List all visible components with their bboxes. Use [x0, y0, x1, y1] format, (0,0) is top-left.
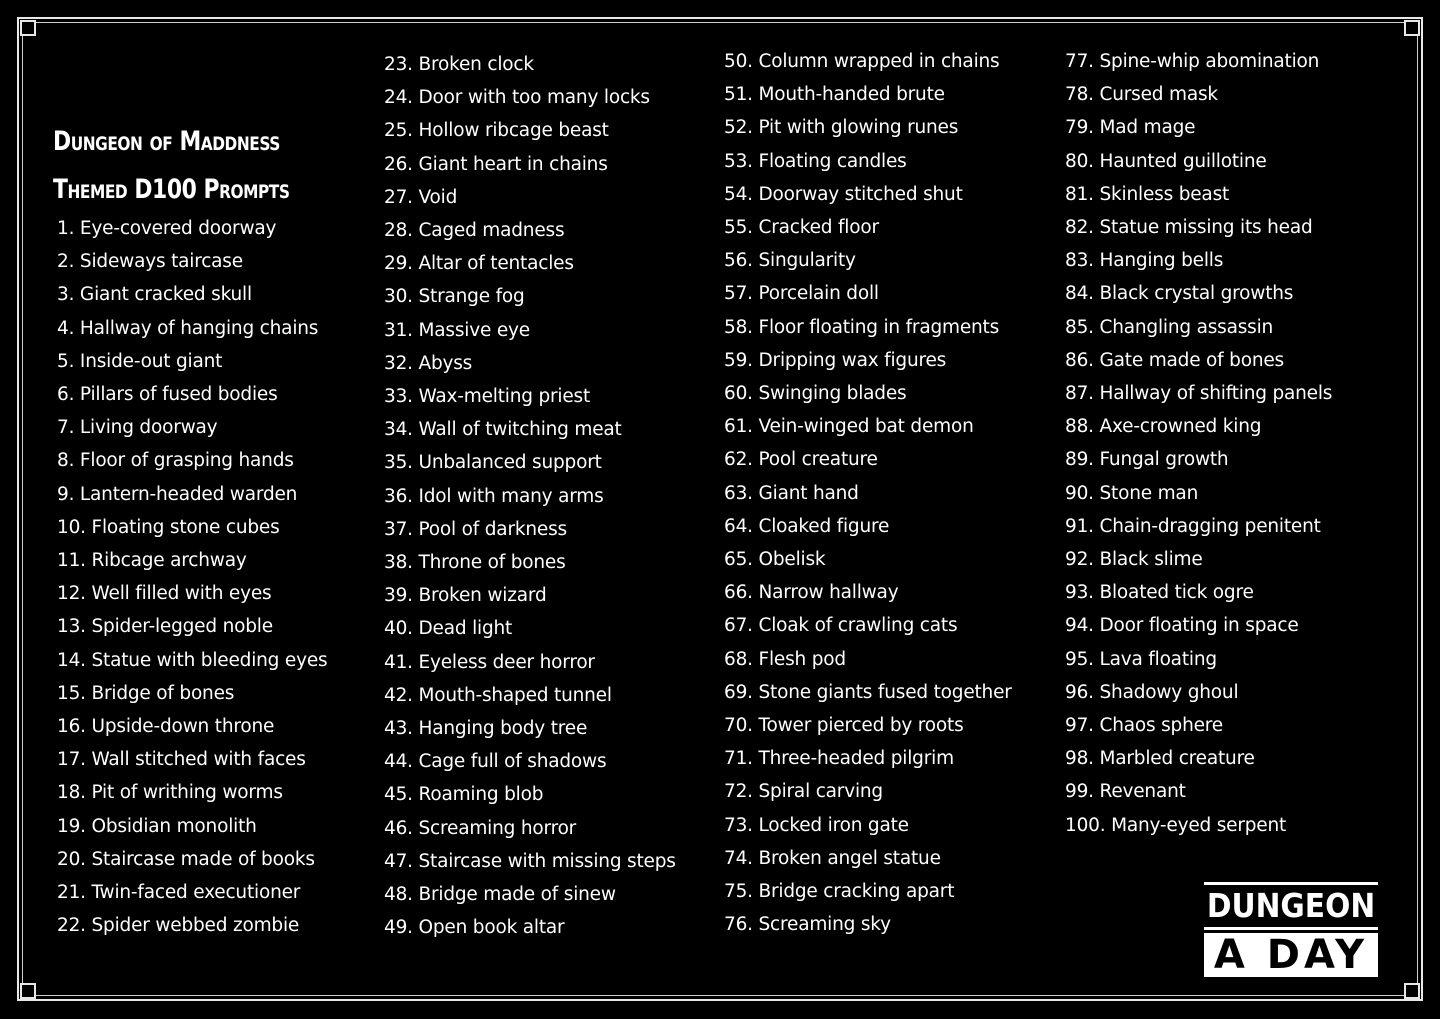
prompt-item: 47. Staircase with missing steps — [384, 850, 676, 872]
prompt-item: 69. Stone giants fused together — [724, 681, 1012, 703]
logo-line-1: DUNGEON — [1206, 886, 1376, 925]
prompt-item: 71. Three-headed pilgrim — [724, 748, 954, 770]
prompt-item: 98. Marbled creature — [1065, 748, 1255, 770]
prompt-item: 49. Open book altar — [384, 917, 565, 939]
prompt-item: 45. Roaming blob — [384, 784, 544, 806]
title-line-1: Dungeon of Maddness — [53, 126, 280, 157]
prompt-item: 2. Sideways taircase — [57, 251, 243, 273]
prompt-item: 95. Lava floating — [1065, 648, 1217, 670]
prompt-item: 89. Fungal growth — [1065, 449, 1229, 471]
prompt-item: 91. Chain-dragging penitent — [1065, 515, 1321, 537]
prompt-item: 33. Wax-melting priest — [384, 386, 591, 408]
prompt-item: 14. Statue with bleeding eyes — [57, 649, 328, 671]
prompt-item: 8. Floor of grasping hands — [57, 450, 294, 472]
prompt-item: 56. Singularity — [724, 250, 856, 272]
logo-line-2: A DAY — [1204, 933, 1378, 977]
prompt-item: 7. Living doorway — [57, 417, 218, 439]
prompt-item: 19. Obsidian monolith — [57, 815, 257, 837]
prompt-item: 32. Abyss — [384, 352, 473, 374]
dungeon-a-day-logo — [1204, 882, 1378, 976]
corner-ornament-icon — [1404, 983, 1420, 999]
prompt-item: 40. Dead light — [384, 618, 513, 640]
prompt-item: 35. Unbalanced support — [384, 452, 602, 474]
prompt-item: 58. Floor floating in fragments — [724, 316, 1000, 338]
prompt-item: 79. Mad mage — [1065, 117, 1196, 139]
prompt-item: 1. Eye-covered doorway — [57, 218, 277, 239]
title-line-2: Themed D100 Prompts — [53, 174, 290, 205]
prompt-item: 31. Massive eye — [384, 319, 530, 341]
prompt-item: 66. Narrow hallway — [724, 582, 899, 604]
prompt-item: 5. Inside-out giant — [57, 350, 223, 372]
prompt-item: 30. Strange fog — [384, 286, 525, 308]
prompt-item: 60. Swinging blades — [724, 383, 907, 405]
prompt-column-3 — [724, 45, 1012, 941]
prompt-item: 57. Porcelain doll — [724, 283, 879, 305]
prompt-item: 17. Wall stitched with faces — [57, 749, 306, 771]
prompt-item: 77. Spine-whip abomination — [1065, 51, 1320, 72]
prompt-item: 15. Bridge of bones — [57, 682, 235, 704]
prompt-item: 9. Lantern-headed warden — [57, 483, 298, 505]
prompt-item: 100. Many-eyed serpent — [1065, 814, 1287, 836]
logo-rule — [1204, 927, 1378, 930]
prompt-item: 73. Locked iron gate — [724, 814, 909, 836]
prompt-item: 61. Vein-winged bat demon — [724, 416, 974, 438]
prompt-item: 63. Giant hand — [724, 482, 859, 504]
prompt-item: 23. Broken clock — [384, 54, 534, 75]
prompt-item: 82. Statue missing its head — [1065, 217, 1313, 239]
prompt-item: 10. Floating stone cubes — [57, 516, 280, 538]
prompt-item: 16. Upside-down throne — [57, 716, 275, 738]
prompt-item: 41. Eyeless deer horror — [384, 651, 595, 673]
prompt-item: 96. Shadowy ghoul — [1065, 681, 1239, 703]
prompt-item: 34. Wall of twitching meat — [384, 419, 622, 441]
prompt-item: 83. Hanging bells — [1065, 250, 1224, 272]
corner-ornament-icon — [20, 983, 36, 999]
prompt-item: 21. Twin-faced executioner — [57, 882, 301, 904]
prompt-item: 64. Cloaked figure — [724, 515, 890, 537]
prompt-item: 84. Black crystal growths — [1065, 283, 1294, 305]
prompt-item: 99. Revenant — [1065, 781, 1186, 803]
prompt-item: 46. Screaming horror — [384, 817, 577, 839]
prompt-item: 37. Pool of darkness — [384, 518, 567, 540]
prompt-item: 24. Door with too many locks — [384, 87, 650, 109]
prompt-item: 42. Mouth-shaped tunnel — [384, 684, 612, 706]
prompt-item: 94. Door floating in space — [1065, 615, 1299, 637]
prompt-item: 62. Pool creature — [724, 449, 878, 471]
prompt-item: 52. Pit with glowing runes — [724, 117, 959, 139]
prompt-item: 74. Broken angel statue — [724, 847, 941, 869]
prompt-item: 18. Pit of writhing worms — [57, 782, 283, 804]
prompt-item: 59. Dripping wax figures — [724, 349, 947, 371]
prompt-item: 3. Giant cracked skull — [57, 284, 252, 306]
prompt-item: 65. Obelisk — [724, 549, 826, 571]
prompt-item: 70. Tower pierced by roots — [724, 715, 964, 737]
prompt-item: 68. Flesh pod — [724, 648, 846, 670]
prompt-item: 53. Floating candles — [724, 150, 907, 172]
prompt-item: 6. Pillars of fused bodies — [57, 384, 278, 406]
prompt-column-4 — [1065, 45, 1332, 842]
prompt-item: 12. Well filled with eyes — [57, 583, 272, 605]
prompt-item: 13. Spider-legged noble — [57, 616, 273, 638]
prompt-item: 36. Idol with many arms — [384, 485, 604, 507]
prompt-item: 87. Hallway of shifting panels — [1065, 383, 1333, 405]
prompt-item: 44. Cage full of shadows — [384, 751, 607, 773]
prompt-item: 85. Changling assassin — [1065, 316, 1274, 338]
prompt-item: 92. Black slime — [1065, 549, 1203, 571]
prompt-item: 75. Bridge cracking apart — [724, 881, 955, 903]
prompt-column-1 — [57, 212, 327, 942]
page-title — [53, 118, 323, 214]
prompt-item: 67. Cloak of crawling cats — [724, 615, 958, 637]
prompt-item: 50. Column wrapped in chains — [724, 51, 1000, 72]
prompt-item: 90. Stone man — [1065, 482, 1199, 504]
prompt-item: 51. Mouth-handed brute — [724, 84, 945, 106]
prompt-item: 27. Void — [384, 186, 458, 208]
prompt-item: 97. Chaos sphere — [1065, 715, 1223, 737]
prompt-item: 25. Hollow ribcage beast — [384, 120, 609, 142]
prompt-item: 38. Throne of bones — [384, 552, 566, 574]
prompt-column-2 — [384, 48, 676, 944]
prompt-item: 4. Hallway of hanging chains — [57, 317, 319, 339]
prompt-item: 54. Doorway stitched shut — [724, 183, 963, 205]
corner-ornament-icon — [1404, 20, 1420, 36]
prompt-item: 39. Broken wizard — [384, 585, 547, 607]
prompt-item: 86. Gate made of bones — [1065, 349, 1284, 371]
prompt-item: 28. Caged madness — [384, 220, 565, 242]
prompt-item: 76. Screaming sky — [724, 914, 891, 936]
corner-ornament-icon — [20, 20, 36, 36]
prompt-item: 81. Skinless beast — [1065, 183, 1230, 205]
prompt-item: 26. Giant heart in chains — [384, 153, 608, 175]
prompt-item: 20. Staircase made of books — [57, 848, 315, 870]
prompt-item: 43. Hanging body tree — [384, 718, 588, 740]
prompt-item: 72. Spiral carving — [724, 781, 883, 803]
prompt-item: 48. Bridge made of sinew — [384, 884, 616, 906]
prompt-item: 29. Altar of tentacles — [384, 253, 574, 275]
prompt-item: 22. Spider webbed zombie — [57, 915, 300, 937]
prompt-item: 11. Ribcage archway — [57, 550, 247, 572]
prompt-item: 78. Cursed mask — [1065, 84, 1218, 106]
prompt-item: 88. Axe-crowned king — [1065, 416, 1262, 438]
prompt-item: 55. Cracked floor — [724, 217, 879, 239]
prompt-item: 93. Bloated tick ogre — [1065, 582, 1254, 604]
prompt-item: 80. Haunted guillotine — [1065, 150, 1267, 172]
